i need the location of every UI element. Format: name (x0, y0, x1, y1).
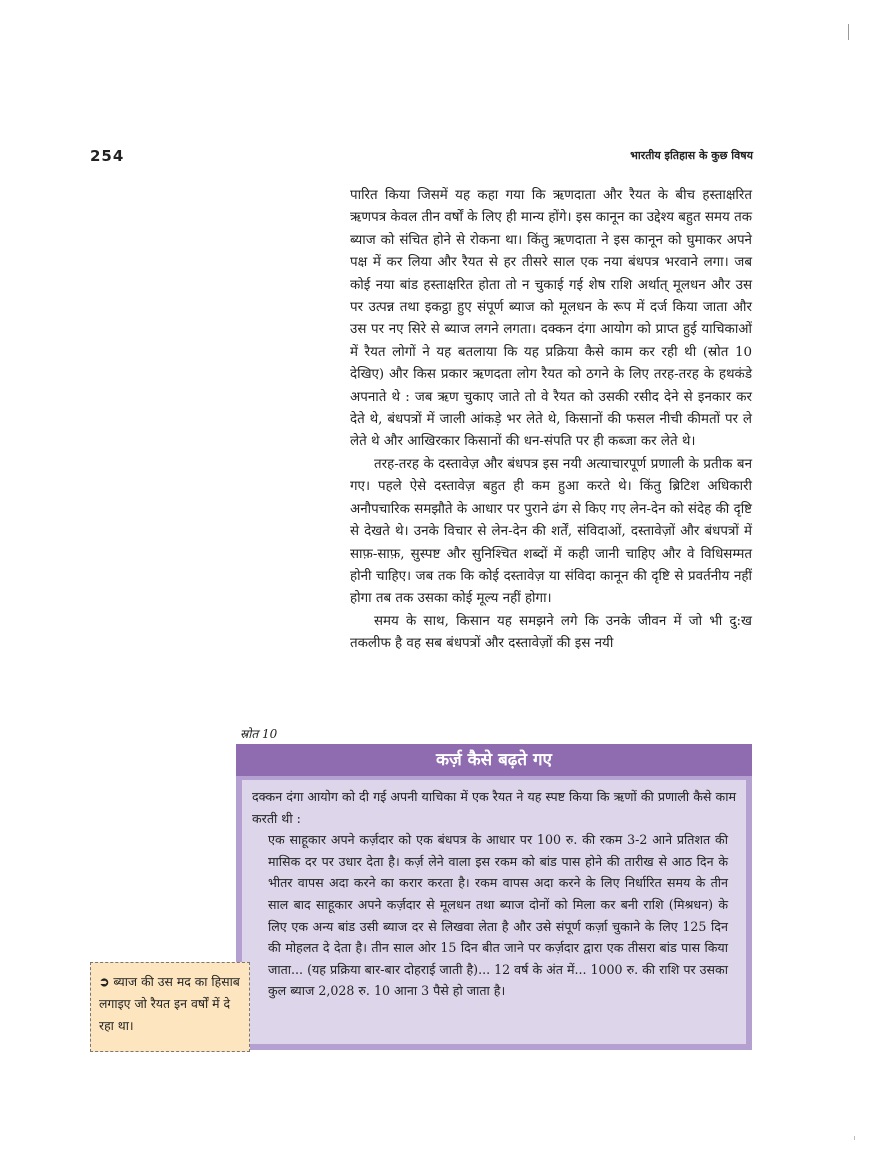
body-paragraph: पारित किया जिसमें यह कहा गया कि ऋणदाता और रैयत के बीच हस्ताक्षरित ऋणपत्र केवल तीन वर्षों के लिए ही मान्य होंगे। इस कानून का उद्देश्य बहुत समय तक ब्याज को संचित होने से रोकना था। किंतु ऋणदाता ने इस कानून को घुमाकर अपने पक्ष में कर लिया और रैयत से हर तीसरे साल एक नया बंधपत्र भरवाने लगा। जब कोई नया बांड हस्ताक्षरित होता तो न चुकाई गई शेष राशि अर्थात् मूलधन और उस पर उत्पन्न तथा इकट्ठा हुए संपूर्ण ब्याज को मूलधन के रूप में दर्ज किया जाता और उस पर नए सिरे से ब्याज लगने लगता। दक्कन दंगा आयोग को प्राप्त हुई याचिकाओं में रैयत लोगों ने यह बतलाया कि यह प्रक्रिया कैसे काम कर रही थी (स्रोत 10 देखिए) और किस प्रकार ऋणदता लोग रैयत को ठगने के लिए तरह-तरह के हथकंडे अपनाते थे : जब ऋण चुकाए जाते तो वे रैयत को उसकी रसीद देने से इनकार कर देते थे, बंधपत्रों में जाली आंकड़े भर लेते थे, किसानों की फसल नीची कीमतों पर ले लेते थे और आखिरकार किसानों की धन-संपति पर ही कब्जा कर लेते थे। (350, 188, 752, 450)
body-text (350, 185, 752, 656)
crop-mark-top (848, 24, 849, 40)
source-quote: एक साहूकार अपने कर्ज़दार को एक बंधपत्र के आधार पर 100 रु. की रकम 3-2 आने प्रतिशत की मासिक दर पर उधार देता है। कर्ज़ लेने वाला इस रकम को बांड पास होने की तारीख से आठ दिन के भीतर वापस अदा करने का करार करता है। रकम वापस अदा करने के लिए निर्धारित समय के तीन साल बाद साहूकार अपने कर्ज़दार से मूलधन तथा ब्याज दोनों को मिला कर बनी राशि (मिश्रधन) के लिए एक अन्य बांड उसी ब्याज दर से लिखवा लेता है और उसे संपूर्ण कर्ज़ा चुकाने के लिए 125 दिन की मोहलत दे देता है। तीन साल ओर 15 दिन बीत जाने पर कर्ज़दार द्वारा एक तीसरा बांड पास किया जाता... (यह प्रक्रिया बार-बार दोहराई जाती है)... 12 वर्ष के अंत में... 1000 रु. की राशि पर उसका कुल ब्याज 2,028 रु. 10 आना 3 पैसे हो जाता है। (268, 832, 728, 999)
body-paragraph: तरह-तरह के दस्तावेज़ और बंधपत्र इस नयी अत्याचारपूर्ण प्रणाली के प्रतीक बन गए। पहले ऐसे दस्तावेज़ बहुत ही कम हुआ करते थे। किंतु ब्रिटिश अधिकारी अनौपचारिक समझौते के आधार पर पुराने ढंग से किए गए लेन-देन को संदेह की दृष्टि से देखते थे। उनके विचार से लेन-देन की शर्तें, संविदाओं, दस्तावेज़ों और बंधपत्रों में साफ़-साफ़, सुस्पष्ट और सुनिश्चित शब्दों में कही जानी चाहिए और वे विधिसम्मत होनी चाहिए। जब तक कि कोई दस्तावेज़ या संविदा कानून की दृष्टि से प्रवर्तनीय नहीं होगा तब तक उसका कोई मूल्य नहीं होगा। (350, 456, 752, 607)
source-box (236, 744, 752, 1050)
crop-mark-bottom (854, 1136, 855, 1140)
source-body (242, 780, 746, 1044)
source-intro: दक्कन दंगा आयोग को दी गई अपनी याचिका में एक रैयत ने यह स्पष्ट किया कि ऋणों की प्रणाली कैसे काम करती थी : (252, 789, 736, 826)
running-head: भारतीय इतिहास के कुछ विषय (630, 149, 753, 162)
source-label: स्रोत 10 (240, 727, 278, 741)
page-number: 254 (90, 147, 125, 165)
source-title: कर्ज़ कैसे बढ़ते गए (236, 744, 752, 776)
arrow-right-circle-icon: ➲ (99, 974, 110, 989)
activity-callout (90, 962, 250, 1052)
body-paragraph: समय के साथ, किसान यह समझने लगे कि उनके जीवन में जो भी दु:ख तकलीफ है वह सब बंधपत्रों और दस्तावेज़ों की इस नयी (350, 613, 752, 652)
callout-text: ब्याज की उस मद का हिसाब लगाइए जो रैयत इन वर्षों में दे रहा था। (99, 974, 240, 1033)
